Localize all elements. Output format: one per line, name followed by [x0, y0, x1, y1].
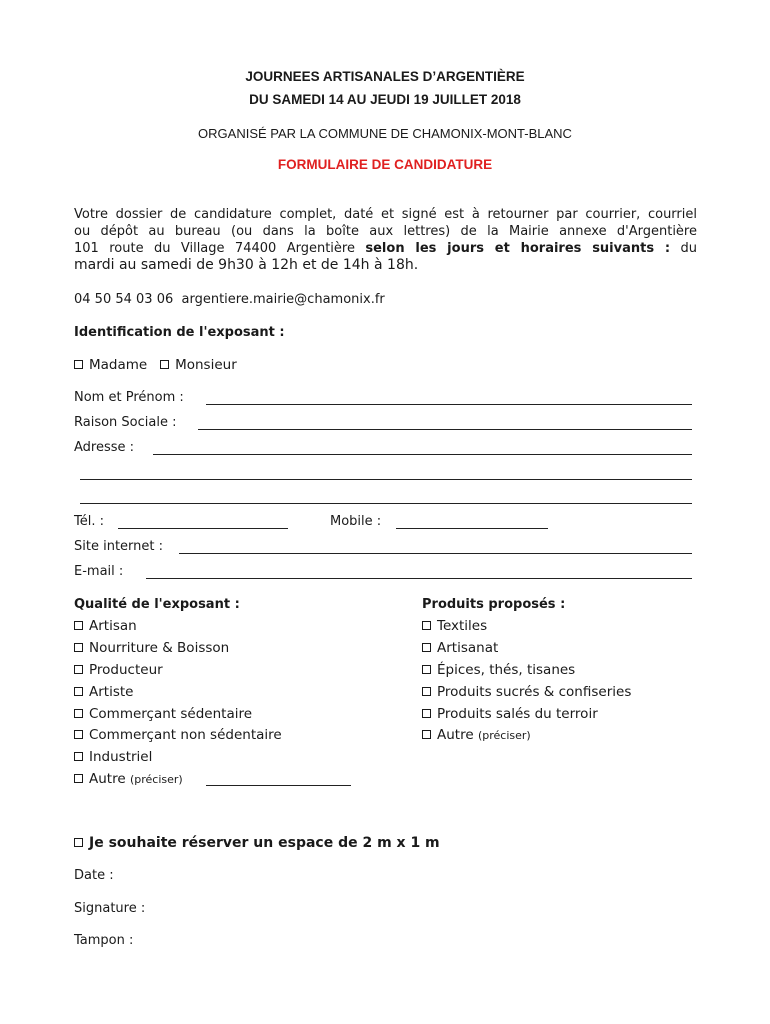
contact-line: [74, 292, 385, 307]
qualite-item-label: Commerçant sédentaire: [89, 706, 253, 722]
qualite-autre-hint: (préciser): [129, 773, 183, 786]
checkbox[interactable]: [74, 709, 83, 718]
checkbox[interactable]: [422, 687, 431, 696]
qualite-item-label: Nourriture & Boisson: [89, 640, 230, 656]
qualite-item[interactable]: [74, 706, 252, 722]
signature-label: Signature :: [74, 901, 146, 916]
contact-email: argentiere.mairie@chamonix.fr: [181, 292, 385, 307]
monsieur-option[interactable]: [160, 357, 237, 373]
qualite-item[interactable]: [74, 662, 163, 678]
madame-option[interactable]: [74, 357, 147, 373]
checkbox[interactable]: [74, 621, 83, 630]
produits-item-label: Produits salés du terroir: [437, 706, 598, 722]
civility-row: [74, 357, 237, 373]
raison-label: Raison Sociale :: [74, 415, 177, 430]
adresse-field-line-2[interactable]: [80, 479, 692, 480]
tel-field-line[interactable]: [118, 528, 288, 529]
adresse-label: Adresse :: [74, 440, 135, 455]
organizer-line: ORGANISÉ PAR LA COMMUNE DE CHAMONIX-MONT-BLANC: [198, 126, 572, 141]
reservation-checkbox[interactable]: [74, 838, 83, 847]
checkbox[interactable]: [74, 643, 83, 652]
produits-item-label: Artisanat: [437, 640, 499, 656]
checkbox[interactable]: [422, 730, 431, 739]
intro-line-1: Votre dossier de candidature complet, daté et signé est à retourner par courrier, courriel: [74, 207, 697, 222]
mobile-field-line[interactable]: [396, 528, 548, 529]
produits-item[interactable]: [422, 706, 598, 722]
produits-autre-label: Autre: [437, 727, 474, 743]
email-field-line[interactable]: [146, 578, 692, 579]
produits-item[interactable]: [422, 684, 631, 700]
tampon-label: Tampon :: [74, 933, 134, 948]
qualite-autre-label: Autre: [89, 771, 126, 787]
intro-paragraph: [74, 206, 697, 257]
qualite-item[interactable]: [74, 618, 137, 634]
madame-label: Madame: [89, 357, 148, 373]
produits-item-label: Produits sucrés & confiseries: [437, 684, 632, 700]
intro-schedule-bold: selon les jours et horaires suivants :: [365, 241, 671, 256]
monsieur-checkbox[interactable]: [160, 360, 169, 369]
checkbox[interactable]: [74, 730, 83, 739]
qualite-autre-field-line[interactable]: [206, 785, 351, 786]
qualite-item-label: Producteur: [89, 662, 163, 678]
checkbox[interactable]: [74, 752, 83, 761]
document-title-line2: DU SAMEDI 14 AU JEUDI 19 JUILLET 2018: [249, 92, 521, 107]
qualite-autre[interactable]: [74, 771, 183, 787]
email-label: E-mail :: [74, 564, 124, 579]
qualite-item[interactable]: [74, 684, 133, 700]
qualite-heading: Qualité de l'exposant :: [74, 597, 240, 612]
checkbox[interactable]: [74, 687, 83, 696]
qualite-item-label: Industriel: [89, 749, 153, 765]
produits-heading: Produits proposés :: [422, 597, 566, 612]
contact-phone: 04 50 54 03 06: [74, 292, 174, 307]
monsieur-label: Monsieur: [175, 357, 237, 373]
intro-address: 101 route du Village 74400 Argentière: [74, 241, 355, 256]
intro-du: du: [680, 241, 697, 256]
produits-item[interactable]: [422, 640, 498, 656]
raison-field-line[interactable]: [198, 429, 692, 430]
checkbox[interactable]: [422, 643, 431, 652]
identification-heading: Identification de l'exposant :: [74, 325, 285, 340]
checkbox[interactable]: [422, 709, 431, 718]
produits-item[interactable]: [422, 662, 575, 678]
produits-item-label: Textiles: [437, 618, 488, 634]
qualite-item-label: Artisan: [89, 618, 137, 634]
produits-item[interactable]: [422, 618, 487, 634]
qualite-item[interactable]: [74, 749, 152, 765]
intro-line-4: mardi au samedi de 9h30 à 12h et de 14h à 18h.: [74, 257, 419, 273]
checkbox[interactable]: [422, 665, 431, 674]
mobile-label: Mobile :: [330, 514, 382, 529]
madame-checkbox[interactable]: [74, 360, 83, 369]
checkbox[interactable]: [422, 621, 431, 630]
checkbox[interactable]: [74, 665, 83, 674]
document-title-line1: JOURNEES ARTISANALES D’ARGENTIÈRE: [245, 69, 525, 84]
qualite-item[interactable]: [74, 640, 229, 656]
tel-label: Tél. :: [74, 514, 104, 529]
qualite-item-label: Artiste: [89, 684, 134, 700]
intro-line-3: [74, 240, 697, 257]
intro-line-2: ou dépôt au bureau (ou dans la boîte aux lettres) de la Mairie annexe d'Argentière: [74, 224, 697, 239]
site-field-line[interactable]: [179, 553, 692, 554]
produits-item-label: Épices, thés, tisanes: [437, 662, 576, 678]
produits-autre-hint: (préciser): [477, 729, 531, 742]
nom-field-line[interactable]: [206, 404, 692, 405]
checkbox[interactable]: [74, 774, 83, 783]
adresse-field-line-3[interactable]: [80, 503, 692, 504]
nom-label: Nom et Prénom :: [74, 390, 184, 405]
adresse-field-line-1[interactable]: [153, 454, 692, 455]
reservation-label: Je souhaite réserver un espace de 2 m x 1 m: [89, 835, 440, 851]
qualite-item[interactable]: [74, 727, 282, 743]
produits-autre[interactable]: [422, 727, 531, 743]
date-label: Date :: [74, 868, 114, 883]
site-label: Site internet :: [74, 539, 164, 554]
reservation-option[interactable]: [74, 835, 440, 851]
form-title: FORMULAIRE DE CANDIDATURE: [277, 157, 493, 172]
qualite-item-label: Commerçant non sédentaire: [89, 727, 282, 743]
